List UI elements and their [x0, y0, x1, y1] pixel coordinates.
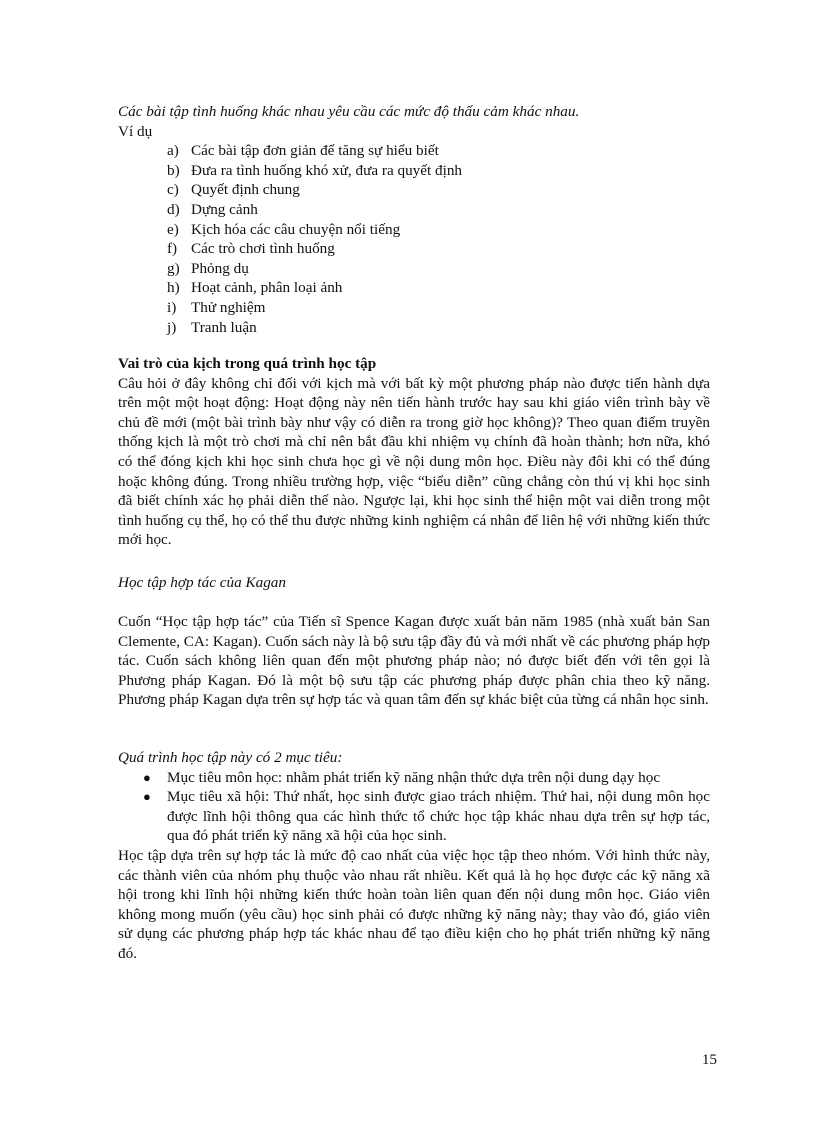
bullet-icon: ● [143, 789, 151, 805]
page-number: 15 [701, 1051, 717, 1068]
list-item [167, 180, 710, 200]
list-item [167, 161, 710, 181]
list-marker: h) [167, 279, 180, 297]
list-item-text: Dựng cảnh [191, 200, 258, 218]
list-item-text: Hoạt cảnh, phân loại ảnh [191, 279, 343, 297]
role-paragraph: Câu hỏi ở đây không chỉ đối với kịch mà với bất kỳ một phương pháp nào được tiến hành dựa trên một một hoạt động: Hoạt động này nên tiến hành trước hay sau khi giáo viên trình bày về chủ đề mới (một bài trình bày như vậy có diễn ra trong giờ học không)? Theo quan điểm truyền thống kịch là một trò chơi mà chỉ nên bắt đầu khi nhiệm vụ chính đã hoàn thành; hơn nữa, khó có thể đóng kịch khi học sinh chưa học gì về nội dung môn học. Điều này đôi khi có thể đúng hoặc không đúng. Trong nhiều trường hợp, việc “biểu diễn” cũng chẳng còn thú vị khi học sinh đã biết chính xác họ phải diễn thế nào. Ngược lại, khi học sinh thể hiện một vai diễn trong một tình huống cụ thể, họ có thể thu được những kinh nghiệm cá nhân để liên hệ với những kiến thức mới học. [118, 374, 710, 549]
list-item [167, 200, 710, 220]
list-marker: b) [167, 161, 180, 179]
list-item [167, 318, 710, 338]
list-item [167, 239, 710, 259]
example-label: Ví dụ [118, 122, 153, 140]
goals-heading: Quá trình học tập này có 2 mục tiêu: [118, 749, 343, 766]
list-item-text: Đưa ra tình huống khó xử, đưa ra quyết định [191, 161, 463, 179]
list-item-text: Tranh luận [191, 318, 257, 336]
goals-paragraph: Học tập dựa trên sự hợp tác là mức độ cao nhất của việc học tập theo nhóm. Với hình thức này, các thành viên của nhóm phụ thuộc vào nhau rất nhiều. Kết quả là họ học được các kỹ năng xã hội trong khi lĩnh hội những kiến thức hoàn toàn liên quan đến nội dung môn học. Giáo viên không mong muốn (yêu cầu) học sinh phải có được những kỹ năng này; thay vào đó, giáo viên sử dụng các phương pháp hợp tác khác nhau để tạo điều kiện cho họ phát triển những kỹ năng đó. [118, 846, 710, 962]
goals-section [118, 748, 710, 964]
intro-section [118, 102, 710, 337]
list-marker: g) [167, 259, 180, 277]
list-item [167, 278, 710, 298]
list-item-text: Quyết định chung [191, 181, 300, 199]
list-marker: i) [167, 298, 177, 316]
list-item [167, 141, 710, 161]
list-item [167, 298, 710, 318]
list-marker: e) [167, 220, 179, 238]
list-marker: f) [167, 240, 178, 258]
list-item [167, 220, 710, 240]
list-item-text: Mục tiêu xã hội: Thứ nhất, học sinh được giao trách nhiệm. Thứ hai, nội dung môn học được lĩnh hội thông qua các hình thức tổ chức học tập khác nhau dựa trên sự hợp tác, qua đó phát triển kỹ năng xã hội của học sinh. [167, 788, 710, 845]
list-item-text: Các bài tập đơn giản để tăng sự hiểu biết [191, 142, 439, 160]
role-heading: Vai trò của kịch trong quá trình học tập [118, 355, 377, 372]
intro-lead: Các bài tập tình huống khác nhau yêu cầu các mức độ thấu cảm khác nhau. [118, 103, 580, 120]
list-item-text: Phỏng dụ [191, 259, 249, 277]
kagan-paragraph: Cuốn “Học tập hợp tác” của Tiến sĩ Spence Kagan được xuất bản năm 1985 (nhà xuất bản San Clemente, CA: Kagan). Cuốn sách này là bộ sưu tập đầy đủ và mới nhất về các phương pháp hợp tác. Cuốn sách không liên quan đến một phương pháp nào; nó được biết đến với tên gọi là Phương pháp Kagan. Đó là một bộ sưu tập các phương pháp được phân chia theo kỹ năng. Phương pháp Kagan dựa trên sự hợp tác và quan tâm đến sự khác biệt của từng cá nhân học sinh. [118, 613, 710, 709]
goals-list [118, 768, 710, 846]
list-marker: j) [167, 318, 177, 336]
list-item [143, 768, 710, 788]
list-marker: d) [167, 200, 180, 218]
list-item [167, 259, 710, 279]
example-list [118, 141, 710, 337]
list-marker: c) [167, 181, 179, 199]
list-item-text: Kịch hóa các câu chuyện nổi tiếng [191, 220, 401, 238]
list-item [143, 787, 710, 846]
list-item-text: Mục tiêu môn học: nhằm phát triển kỹ năng nhận thức dựa trên nội dung dạy học [167, 768, 661, 786]
list-item-text: Thử nghiệm [191, 298, 266, 316]
kagan-heading: Học tập hợp tác của Kagan [118, 574, 286, 591]
list-item-text: Các trò chơi tình huống [191, 240, 335, 258]
list-marker: a) [167, 142, 179, 160]
role-section [118, 354, 710, 550]
bullet-icon: ● [143, 769, 151, 785]
